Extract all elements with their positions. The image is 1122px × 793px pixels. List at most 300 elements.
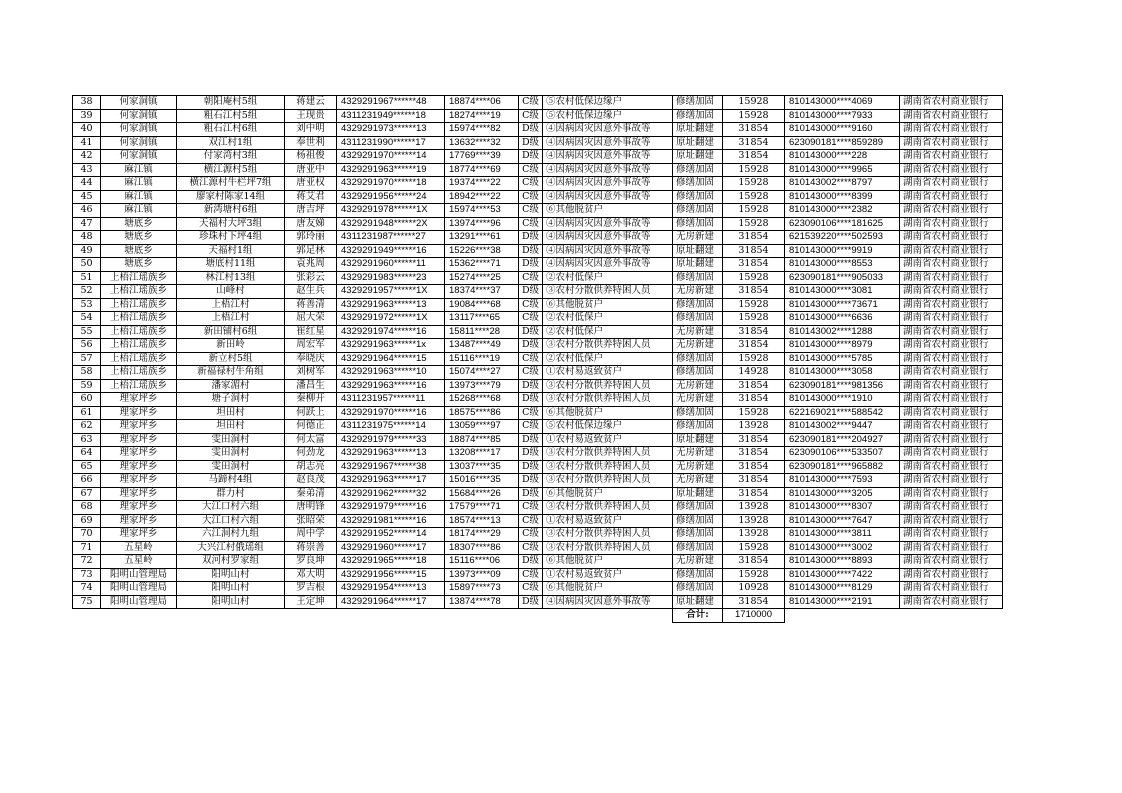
row-number: 64 xyxy=(73,447,101,461)
bank-cell: 湖南省农村商业银行 xyxy=(900,460,1003,474)
name-cell: 王定坤 xyxy=(285,595,337,609)
amount-cell: 15928 xyxy=(723,190,785,204)
account-cell: 810143000****228 xyxy=(785,150,900,164)
amount-cell: 15928 xyxy=(723,96,785,110)
phone-cell: 18874****85 xyxy=(445,433,519,447)
amount-cell: 15928 xyxy=(723,312,785,326)
category-cell: ①农村易返致贫户 xyxy=(543,366,673,380)
phone-cell: 15362****71 xyxy=(445,258,519,272)
grade-cell: C级 xyxy=(519,163,543,177)
category-cell: ③农村分散供养特困人员 xyxy=(543,339,673,353)
phone-cell: 15268****68 xyxy=(445,393,519,407)
account-cell: 810143002****8797 xyxy=(785,177,900,191)
name-cell: 王现贵 xyxy=(285,109,337,123)
bank-cell: 湖南省农村商业银行 xyxy=(900,325,1003,339)
name-cell: 何跃上 xyxy=(285,406,337,420)
category-cell: ④因病因灾因意外事故等 xyxy=(543,231,673,245)
table-row xyxy=(73,339,1003,353)
category-cell: ⑤农村低保边缘户 xyxy=(543,96,673,110)
row-number: 40 xyxy=(73,123,101,137)
grade-cell: C级 xyxy=(519,190,543,204)
bank-cell: 湖南省农村商业银行 xyxy=(900,150,1003,164)
phone-cell: 18274****19 xyxy=(445,109,519,123)
table-row xyxy=(73,366,1003,380)
grade-cell: D级 xyxy=(519,123,543,137)
method-cell: 无房新建 xyxy=(673,325,723,339)
name-cell: 秦柳开 xyxy=(285,393,337,407)
grade-cell: D级 xyxy=(519,136,543,150)
table-row xyxy=(73,217,1003,231)
id-number-cell: 4329291948******2X xyxy=(337,217,445,231)
phone-cell: 13291****61 xyxy=(445,231,519,245)
phone-cell: 18307****86 xyxy=(445,541,519,555)
row-number: 60 xyxy=(73,393,101,407)
category-cell: ⑥其他脱贫户 xyxy=(543,204,673,218)
table-row xyxy=(73,325,1003,339)
bank-cell: 湖南省农村商业银行 xyxy=(900,123,1003,137)
amount-cell: 31854 xyxy=(723,136,785,150)
method-cell: 修缮加固 xyxy=(673,420,723,434)
village-cell: 双河村罗家组 xyxy=(177,555,285,569)
grade-cell: D级 xyxy=(519,595,543,609)
amount-cell: 31854 xyxy=(723,460,785,474)
township-cell: 理家坪乡 xyxy=(101,433,177,447)
row-number: 75 xyxy=(73,595,101,609)
account-cell: 623090181****204927 xyxy=(785,433,900,447)
village-cell: 阳明山村 xyxy=(177,582,285,596)
row-number: 61 xyxy=(73,406,101,420)
table-row xyxy=(73,190,1003,204)
category-cell: ④因病因灾因意外事故等 xyxy=(543,123,673,137)
grade-cell: C级 xyxy=(519,352,543,366)
village-cell: 新福禄村牛角组 xyxy=(177,366,285,380)
table-row xyxy=(73,244,1003,258)
village-cell: 朝阳庵村5组 xyxy=(177,96,285,110)
grade-cell: D级 xyxy=(519,474,543,488)
table-row xyxy=(73,474,1003,488)
account-cell: 810143000****9160 xyxy=(785,123,900,137)
amount-cell: 31854 xyxy=(723,474,785,488)
township-cell: 阳明山管理局 xyxy=(101,568,177,582)
bank-cell: 湖南省农村商业银行 xyxy=(900,109,1003,123)
township-cell: 塘底乡 xyxy=(101,244,177,258)
amount-cell: 31854 xyxy=(723,433,785,447)
category-cell: ①农村易返致贫户 xyxy=(543,568,673,582)
phone-cell: 17579****71 xyxy=(445,501,519,515)
row-number: 66 xyxy=(73,474,101,488)
table-row xyxy=(73,163,1003,177)
grade-cell: D级 xyxy=(519,379,543,393)
name-cell: 蒋善清 xyxy=(285,298,337,312)
village-cell: 塘子洞村 xyxy=(177,393,285,407)
phone-cell: 15074****27 xyxy=(445,366,519,380)
table-row xyxy=(73,555,1003,569)
table-row xyxy=(73,298,1003,312)
name-cell: 蒋建云 xyxy=(285,96,337,110)
township-cell: 理家坪乡 xyxy=(101,514,177,528)
township-cell: 理家坪乡 xyxy=(101,447,177,461)
row-number: 41 xyxy=(73,136,101,150)
id-number-cell: 4329291956******15 xyxy=(337,568,445,582)
name-cell: 赵良茂 xyxy=(285,474,337,488)
id-number-cell: 4329291962******32 xyxy=(337,487,445,501)
phone-cell: 19374****22 xyxy=(445,177,519,191)
village-cell: 六江洞村九组 xyxy=(177,528,285,542)
account-cell: 810143000****3058 xyxy=(785,366,900,380)
id-number-cell: 4329291974******16 xyxy=(337,325,445,339)
method-cell: 无房新建 xyxy=(673,474,723,488)
id-number-cell: 4329291963******1x xyxy=(337,339,445,353)
method-cell: 修缮加固 xyxy=(673,568,723,582)
phone-cell: 18774****69 xyxy=(445,163,519,177)
category-cell: ③农村分散供养特困人员 xyxy=(543,285,673,299)
village-cell: 群力村 xyxy=(177,487,285,501)
phone-cell: 18874****06 xyxy=(445,96,519,110)
table-row xyxy=(73,271,1003,285)
name-cell: 杨祖俊 xyxy=(285,150,337,164)
grade-cell: C级 xyxy=(519,366,543,380)
amount-cell: 31854 xyxy=(723,123,785,137)
name-cell: 唐明锋 xyxy=(285,501,337,515)
account-cell: 810143000****8129 xyxy=(785,582,900,596)
amount-cell: 15928 xyxy=(723,217,785,231)
name-cell: 唐亚权 xyxy=(285,177,337,191)
category-cell: ③农村分散供养特困人员 xyxy=(543,460,673,474)
village-cell: 坦田村 xyxy=(177,406,285,420)
township-cell: 麻江镇 xyxy=(101,163,177,177)
name-cell: 郭玲丽 xyxy=(285,231,337,245)
data-table xyxy=(72,95,1003,623)
township-cell: 五星岭 xyxy=(101,555,177,569)
method-cell: 修缮加固 xyxy=(673,366,723,380)
bank-cell: 湖南省农村商业银行 xyxy=(900,136,1003,150)
bank-cell: 湖南省农村商业银行 xyxy=(900,366,1003,380)
name-cell: 郭足林 xyxy=(285,244,337,258)
grade-cell: D级 xyxy=(519,244,543,258)
bank-cell: 湖南省农村商业银行 xyxy=(900,271,1003,285)
table-body xyxy=(73,96,1003,623)
row-number: 73 xyxy=(73,568,101,582)
amount-cell: 31854 xyxy=(723,447,785,461)
amount-cell: 13928 xyxy=(723,501,785,515)
category-cell: ④因病因灾因意外事故等 xyxy=(543,258,673,272)
bank-cell: 湖南省农村商业银行 xyxy=(900,487,1003,501)
phone-cell: 18942****22 xyxy=(445,190,519,204)
township-cell: 上梧江瑶族乡 xyxy=(101,298,177,312)
village-cell: 双江村1组 xyxy=(177,136,285,150)
row-number: 54 xyxy=(73,312,101,326)
id-number-cell: 4329291960******17 xyxy=(337,541,445,555)
village-cell: 坦田村 xyxy=(177,420,285,434)
account-cell: 623090181****859289 xyxy=(785,136,900,150)
row-number: 62 xyxy=(73,420,101,434)
township-cell: 上梧江瑶族乡 xyxy=(101,325,177,339)
amount-cell: 13928 xyxy=(723,528,785,542)
method-cell: 无房新建 xyxy=(673,555,723,569)
amount-cell: 14928 xyxy=(723,366,785,380)
row-number: 42 xyxy=(73,150,101,164)
method-cell: 无房新建 xyxy=(673,447,723,461)
method-cell: 原址翻建 xyxy=(673,136,723,150)
category-cell: ③农村分散供养特困人员 xyxy=(543,501,673,515)
category-cell: ⑤农村低保边缘户 xyxy=(543,109,673,123)
row-number: 48 xyxy=(73,231,101,245)
village-cell: 新湾塘村6组 xyxy=(177,204,285,218)
phone-cell: 13974****96 xyxy=(445,217,519,231)
bank-cell: 湖南省农村商业银行 xyxy=(900,474,1003,488)
township-cell: 上梧江瑶族乡 xyxy=(101,312,177,326)
account-cell: 810143000****7593 xyxy=(785,474,900,488)
category-cell: ③农村分散供养特困人员 xyxy=(543,541,673,555)
category-cell: ①农村易返致贫户 xyxy=(543,514,673,528)
id-number-cell: 4329291963******10 xyxy=(337,366,445,380)
account-cell: 810143000****8307 xyxy=(785,501,900,515)
account-cell: 810143000****3205 xyxy=(785,487,900,501)
village-cell: 付家湾村3组 xyxy=(177,150,285,164)
id-number-cell: 4329291965******18 xyxy=(337,555,445,569)
method-cell: 修缮加固 xyxy=(673,541,723,555)
category-cell: ④因病因灾因意外事故等 xyxy=(543,595,673,609)
category-cell: ⑥其他脱贫户 xyxy=(543,582,673,596)
township-cell: 阳明山管理局 xyxy=(101,595,177,609)
account-cell: 810143000****6636 xyxy=(785,312,900,326)
table-row xyxy=(73,514,1003,528)
phone-cell: 18575****86 xyxy=(445,406,519,420)
township-cell: 麻江镇 xyxy=(101,177,177,191)
village-cell: 塘底村11组 xyxy=(177,258,285,272)
grade-cell: C级 xyxy=(519,541,543,555)
row-number: 56 xyxy=(73,339,101,353)
village-cell: 粗石江村5组 xyxy=(177,109,285,123)
row-number: 72 xyxy=(73,555,101,569)
method-cell: 修缮加固 xyxy=(673,514,723,528)
phone-cell: 13117****65 xyxy=(445,312,519,326)
village-cell: 新田铺村6组 xyxy=(177,325,285,339)
village-cell: 大江口村六组 xyxy=(177,514,285,528)
bank-cell: 湖南省农村商业银行 xyxy=(900,352,1003,366)
township-cell: 塘底乡 xyxy=(101,217,177,231)
grade-cell: D级 xyxy=(519,150,543,164)
total-spacer-end xyxy=(785,609,1003,623)
phone-cell: 17769****39 xyxy=(445,150,519,164)
bank-cell: 湖南省农村商业银行 xyxy=(900,217,1003,231)
phone-cell: 15974****53 xyxy=(445,204,519,218)
category-cell: ②农村低保户 xyxy=(543,325,673,339)
bank-cell: 湖南省农村商业银行 xyxy=(900,555,1003,569)
amount-cell: 15928 xyxy=(723,352,785,366)
method-cell: 原址翻建 xyxy=(673,123,723,137)
method-cell: 修缮加固 xyxy=(673,190,723,204)
id-number-cell: 4329291963******19 xyxy=(337,163,445,177)
village-cell: 雯田洞村 xyxy=(177,460,285,474)
account-cell: 810143000****7933 xyxy=(785,109,900,123)
category-cell: ④因病因灾因意外事故等 xyxy=(543,244,673,258)
township-cell: 理家坪乡 xyxy=(101,474,177,488)
township-cell: 何家洞镇 xyxy=(101,109,177,123)
grade-cell: C级 xyxy=(519,96,543,110)
bank-cell: 湖南省农村商业银行 xyxy=(900,312,1003,326)
method-cell: 修缮加固 xyxy=(673,163,723,177)
account-cell: 810143002****1288 xyxy=(785,325,900,339)
method-cell: 修缮加固 xyxy=(673,312,723,326)
name-cell: 胡志亮 xyxy=(285,460,337,474)
table-row xyxy=(73,136,1003,150)
table-row xyxy=(73,258,1003,272)
name-cell: 刘树军 xyxy=(285,366,337,380)
account-cell: 810143002****9447 xyxy=(785,420,900,434)
grade-cell: C级 xyxy=(519,109,543,123)
table-row xyxy=(73,447,1003,461)
account-cell: 810143000****7422 xyxy=(785,568,900,582)
village-cell: 上梧江村 xyxy=(177,312,285,326)
id-number-cell: 4329291972******1X xyxy=(337,312,445,326)
grade-cell: C级 xyxy=(519,177,543,191)
method-cell: 修缮加固 xyxy=(673,109,723,123)
account-cell: 810143000****5785 xyxy=(785,352,900,366)
category-cell: ⑥其他脱贫户 xyxy=(543,298,673,312)
id-number-cell: 4329291956******24 xyxy=(337,190,445,204)
name-cell: 奉晓庆 xyxy=(285,352,337,366)
township-cell: 理家坪乡 xyxy=(101,487,177,501)
method-cell: 修缮加固 xyxy=(673,96,723,110)
grade-cell: D级 xyxy=(519,325,543,339)
row-number: 38 xyxy=(73,96,101,110)
township-cell: 麻江镇 xyxy=(101,190,177,204)
category-cell: ③农村分散供养特困人员 xyxy=(543,447,673,461)
row-number: 55 xyxy=(73,325,101,339)
row-number: 47 xyxy=(73,217,101,231)
grade-cell: C级 xyxy=(519,582,543,596)
id-number-cell: 4329291967******48 xyxy=(337,96,445,110)
id-number-cell: 4329291949******16 xyxy=(337,244,445,258)
bank-cell: 湖南省农村商业银行 xyxy=(900,298,1003,312)
township-cell: 理家坪乡 xyxy=(101,528,177,542)
grade-cell: C级 xyxy=(519,217,543,231)
name-cell: 周宏军 xyxy=(285,339,337,353)
row-number: 39 xyxy=(73,109,101,123)
village-cell: 珍珠村下坪4组 xyxy=(177,231,285,245)
method-cell: 无房新建 xyxy=(673,379,723,393)
phone-cell: 13059****97 xyxy=(445,420,519,434)
table-row xyxy=(73,460,1003,474)
phone-cell: 15116****06 xyxy=(445,555,519,569)
phone-cell: 13632****32 xyxy=(445,136,519,150)
township-cell: 何家洞镇 xyxy=(101,123,177,137)
table-row xyxy=(73,177,1003,191)
grade-cell: D级 xyxy=(519,555,543,569)
id-number-cell: 4329291970******18 xyxy=(337,177,445,191)
amount-cell: 13928 xyxy=(723,514,785,528)
row-number: 53 xyxy=(73,298,101,312)
method-cell: 原址翻建 xyxy=(673,595,723,609)
row-number: 70 xyxy=(73,528,101,542)
row-number: 65 xyxy=(73,460,101,474)
row-number: 44 xyxy=(73,177,101,191)
amount-cell: 31854 xyxy=(723,150,785,164)
bank-cell: 湖南省农村商业银行 xyxy=(900,528,1003,542)
row-number: 51 xyxy=(73,271,101,285)
table-row xyxy=(73,541,1003,555)
phone-cell: 13973****09 xyxy=(445,568,519,582)
category-cell: ④因病因灾因意外事故等 xyxy=(543,190,673,204)
method-cell: 修缮加固 xyxy=(673,528,723,542)
id-number-cell: 4311231949******18 xyxy=(337,109,445,123)
table-row xyxy=(73,123,1003,137)
row-number: 67 xyxy=(73,487,101,501)
id-number-cell: 4329291981******16 xyxy=(337,514,445,528)
account-cell: 810143000****9965 xyxy=(785,163,900,177)
name-cell: 唐吉坪 xyxy=(285,204,337,218)
method-cell: 修缮加固 xyxy=(673,177,723,191)
grade-cell: C级 xyxy=(519,514,543,528)
grade-cell: D级 xyxy=(519,231,543,245)
bank-cell: 湖南省农村商业银行 xyxy=(900,163,1003,177)
account-cell: 623090106****533507 xyxy=(785,447,900,461)
phone-cell: 15684****26 xyxy=(445,487,519,501)
name-cell: 邓大明 xyxy=(285,568,337,582)
township-cell: 何家洞镇 xyxy=(101,96,177,110)
amount-cell: 31854 xyxy=(723,231,785,245)
village-cell: 横江源村5组 xyxy=(177,163,285,177)
table-row xyxy=(73,109,1003,123)
id-number-cell: 4329291964******15 xyxy=(337,352,445,366)
village-cell: 大兴江村俄瑶组 xyxy=(177,541,285,555)
account-cell: 623090181****981356 xyxy=(785,379,900,393)
village-cell: 粗石江村6组 xyxy=(177,123,285,137)
row-number: 46 xyxy=(73,204,101,218)
row-number: 57 xyxy=(73,352,101,366)
grade-cell: C级 xyxy=(519,528,543,542)
name-cell: 潘昌生 xyxy=(285,379,337,393)
village-cell: 横江源村牛栏坪7组 xyxy=(177,177,285,191)
category-cell: ④因病因灾因意外事故等 xyxy=(543,150,673,164)
phone-cell: 13487****49 xyxy=(445,339,519,353)
phone-cell: 15116****19 xyxy=(445,352,519,366)
phone-cell: 13874****78 xyxy=(445,595,519,609)
township-cell: 五星岭 xyxy=(101,541,177,555)
account-cell: 623090181****965882 xyxy=(785,460,900,474)
account-cell: 810143000****7647 xyxy=(785,514,900,528)
id-number-cell: 4329291963******16 xyxy=(337,379,445,393)
amount-cell: 15928 xyxy=(723,163,785,177)
name-cell: 张昭荣 xyxy=(285,514,337,528)
total-value: 1710000 xyxy=(723,609,785,623)
township-cell: 阳明山管理局 xyxy=(101,582,177,596)
bank-cell: 湖南省农村商业银行 xyxy=(900,541,1003,555)
village-cell: 新田岭 xyxy=(177,339,285,353)
table-row xyxy=(73,528,1003,542)
bank-cell: 湖南省农村商业银行 xyxy=(900,514,1003,528)
amount-cell: 31854 xyxy=(723,393,785,407)
account-cell: 623090106****181625 xyxy=(785,217,900,231)
village-cell: 上梧江村 xyxy=(177,298,285,312)
village-cell: 阳明山村 xyxy=(177,568,285,582)
township-cell: 理家坪乡 xyxy=(101,406,177,420)
category-cell: ⑤农村低保边缘户 xyxy=(543,420,673,434)
phone-cell: 15811****28 xyxy=(445,325,519,339)
bank-cell: 湖南省农村商业银行 xyxy=(900,258,1003,272)
table-row xyxy=(73,420,1003,434)
amount-cell: 31854 xyxy=(723,339,785,353)
table-row xyxy=(73,312,1003,326)
category-cell: ③农村分散供养特困人员 xyxy=(543,379,673,393)
bank-cell: 湖南省农村商业银行 xyxy=(900,231,1003,245)
id-number-cell: 4329291967******38 xyxy=(337,460,445,474)
bank-cell: 湖南省农村商业银行 xyxy=(900,204,1003,218)
account-cell: 810143000****1910 xyxy=(785,393,900,407)
bank-cell: 湖南省农村商业银行 xyxy=(900,582,1003,596)
id-number-cell: 4329291963******13 xyxy=(337,298,445,312)
